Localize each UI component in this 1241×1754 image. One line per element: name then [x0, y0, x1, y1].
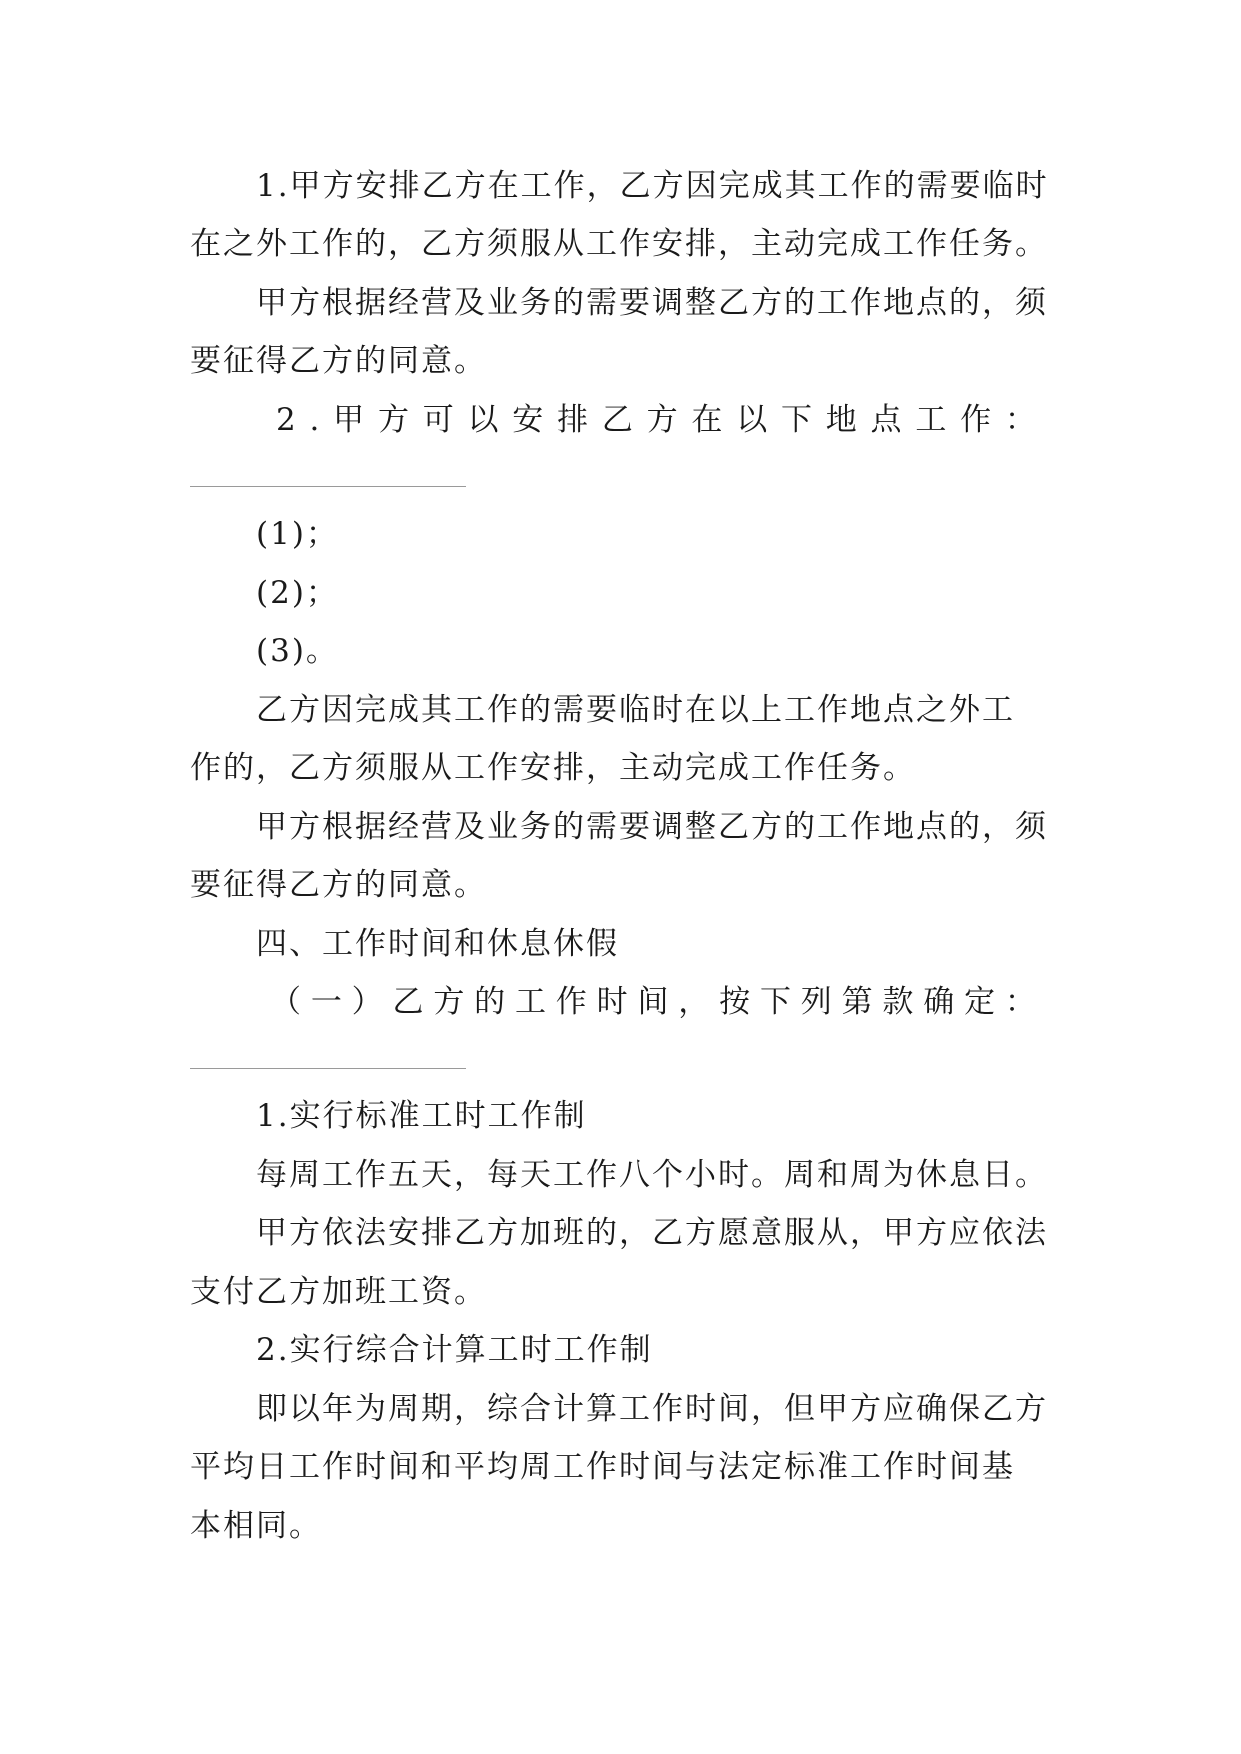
justified-char: ， [678, 984, 710, 1020]
paragraph-line: 甲方根据经营及业务的需要调整乙方的工作地点的，须 [256, 809, 1048, 845]
paragraph-line: 1.甲方安排乙方在工作，乙方因完成其工作的需要临时 [256, 168, 1049, 204]
justified-char: 确 [923, 984, 955, 1020]
justified-char: 列 [800, 984, 832, 1020]
justified-char: 按 [719, 984, 751, 1020]
paragraph-line: 作的，乙方须服从工作安排，主动完成工作任务。 [190, 750, 916, 786]
list-item: (2)； [256, 575, 339, 611]
paragraph-line: 要征得乙方的同意。 [190, 867, 487, 903]
justified-char: 安 [512, 402, 544, 438]
paragraph-line-justified [276, 400, 1036, 440]
justified-char: 款 [882, 984, 914, 1020]
justified-char: 方 [433, 984, 465, 1020]
justified-char: 第 [841, 984, 873, 1020]
justified-char: 以 [736, 402, 768, 438]
paragraph-line: 平均日工作时间和平均周工作时间与法定标准工作时间基 [190, 1449, 1015, 1485]
justified-char: 作 [555, 984, 587, 1020]
subsection-heading: 2.实行综合计算工时工作制 [256, 1332, 653, 1368]
paragraph-line: 本相同。 [190, 1508, 322, 1544]
justified-char: 方 [646, 402, 678, 438]
justified-char: 甲 [333, 402, 365, 438]
paragraph-line-justified [270, 982, 1036, 1022]
justified-char: 下 [759, 984, 791, 1020]
paragraph-line: 即以年为周期，综合计算工作时间，但甲方应确保乙方 [256, 1391, 1048, 1427]
fill-in-blank-line [190, 486, 466, 487]
justified-char: . [309, 402, 320, 438]
paragraph-line: 乙方因完成其工作的需要临时在以上工作地点之外工 [256, 692, 1015, 728]
justified-char: （ [270, 984, 301, 1020]
justified-char: 工 [514, 984, 546, 1020]
justified-char: 排 [557, 402, 589, 438]
subsection-heading: 1.实行标准工时工作制 [256, 1098, 587, 1134]
justified-char: 地 [825, 402, 857, 438]
justified-char: 时 [596, 984, 628, 1020]
justified-char: ： [1004, 402, 1036, 438]
paragraph-line: 甲方根据经营及业务的需要调整乙方的工作地点的，须 [256, 285, 1048, 321]
justified-char: 乙 [601, 402, 633, 438]
justified-char: 的 [474, 984, 506, 1020]
justified-char: 工 [915, 402, 947, 438]
paragraph-line: 甲方依法安排乙方加班的，乙方愿意服从，甲方应依法 [256, 1215, 1048, 1251]
paragraph-line: 支付乙方加班工资。 [190, 1274, 487, 1310]
justified-char: ： [1004, 984, 1036, 1020]
justified-char: 可 [422, 402, 454, 438]
paragraph-line: 在之外工作的，乙方须服从工作安排，主动完成工作任务。 [190, 226, 1048, 262]
paragraph-line: 每周工作五天，每天工作八个小时。周和周为休息日。 [256, 1157, 1048, 1193]
justified-char: 在 [691, 402, 723, 438]
justified-char: 间 [637, 984, 669, 1020]
justified-char: 以 [467, 402, 499, 438]
justified-char: 下 [780, 402, 812, 438]
paragraph-line: 要征得乙方的同意。 [190, 343, 487, 379]
fill-in-blank-line [190, 1068, 466, 1069]
justified-char: 定 [964, 984, 996, 1020]
justified-char: 一 [310, 984, 342, 1020]
section-heading: 四、工作时间和休息休假 [256, 926, 619, 962]
justified-char: ） [351, 984, 383, 1020]
justified-char: 作 [960, 402, 992, 438]
justified-char: 点 [870, 402, 902, 438]
justified-char: 乙 [392, 984, 424, 1020]
list-item: (3)。 [256, 633, 339, 669]
justified-char: 2 [276, 402, 296, 438]
justified-char: 方 [377, 402, 409, 438]
list-item: (1)； [256, 516, 339, 552]
